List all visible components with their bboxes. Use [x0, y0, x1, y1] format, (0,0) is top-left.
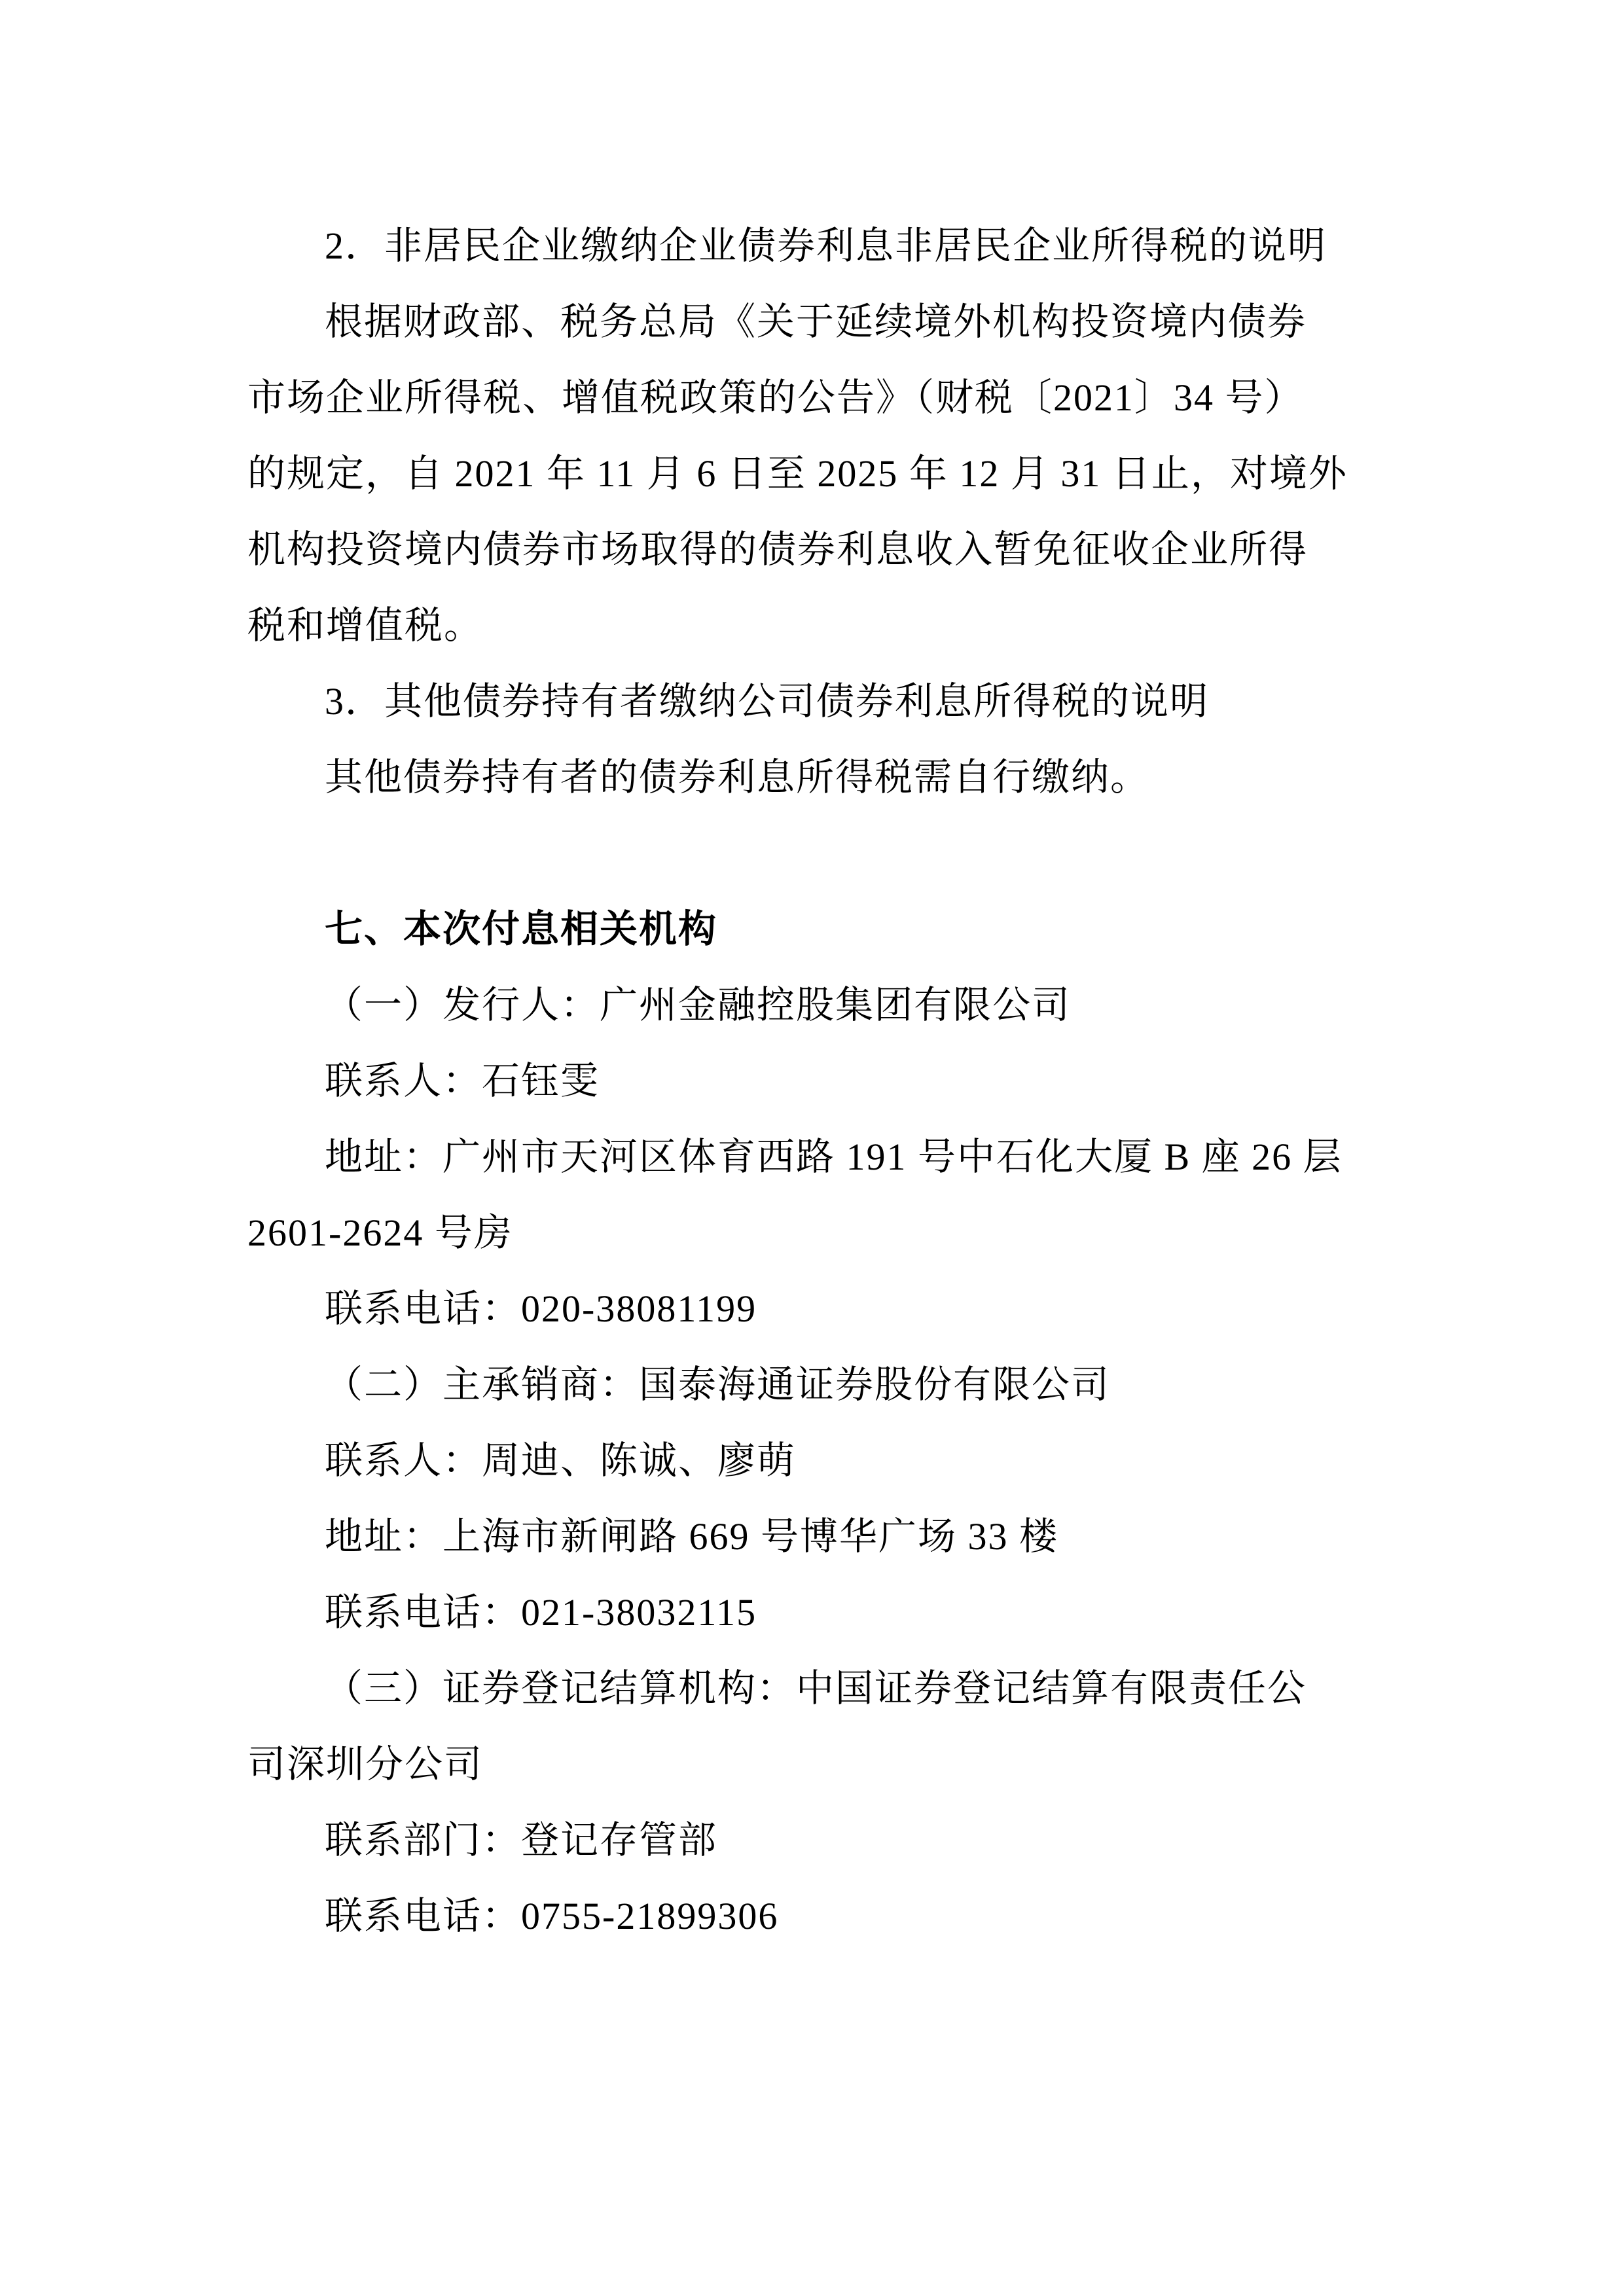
issuer-phone-line: 联系电话：020-38081199	[325, 1287, 757, 1330]
underwriter-phone-line: 联系电话：021-38032115	[325, 1591, 757, 1634]
underwriter-contact-person-line: 联系人：周迪、陈诚、廖萌	[325, 1439, 797, 1482]
blank-line	[247, 816, 1399, 891]
issuer-contact-person-line: 联系人：石钰雯	[325, 1060, 600, 1102]
registrar-department-line: 联系部门：登记存管部	[325, 1819, 718, 1861]
issuer-address-line: 地址：广州市天河区体育西路 191 号中石化大厦 B 座 26 层	[325, 1136, 1343, 1178]
tax-note-paragraph-line: 市场企业所得税、增值税政策的公告》（财税〔2021〕34 号）	[247, 376, 1304, 419]
registrar-line-continued: 司深圳分公司	[247, 1743, 484, 1785]
tax-note-paragraph-line: 的规定，自 2021 年 11 月 6 日至 2025 年 12 月 31 日止，对境外	[247, 452, 1348, 495]
tax-note-paragraph-line: 机构投资境内债券市场取得的债券利息收入暂免征收企业所得	[247, 528, 1308, 571]
tax-note-paragraph-line: 其他债券持有者的债券利息所得税需自行缴纳。	[325, 756, 1150, 798]
tax-note-paragraph-line: 根据财政部、税务总局《关于延续境外机构投资境内债券	[325, 300, 1307, 343]
tax-note-item3-heading: 3．其他债券持有者缴纳公司债券利息所得税的说明	[325, 680, 1210, 723]
registrar-phone-line: 联系电话：0755-21899306	[325, 1895, 779, 1937]
registrar-line: （三）证券登记结算机构：中国证券登记结算有限责任公	[325, 1667, 1307, 1710]
issuer-address-line-continued: 2601-2624 号房	[247, 1211, 513, 1254]
underwriter-line: （二）主承销商：国泰海通证券股份有限公司	[325, 1363, 1111, 1406]
section-heading: 七、本次付息相关机构	[325, 908, 718, 950]
document-body	[247, 208, 1399, 1954]
underwriter-address-line: 地址：上海市新闸路 669 号博华广场 33 楼	[325, 1515, 1059, 1558]
tax-note-item2-heading: 2．非居民企业缴纳企业债券利息非居民企业所得税的说明	[325, 224, 1327, 267]
issuer-line: （一）发行人：广州金融控股集团有限公司	[325, 984, 1072, 1026]
tax-note-paragraph-line: 税和增值税。	[247, 604, 484, 647]
